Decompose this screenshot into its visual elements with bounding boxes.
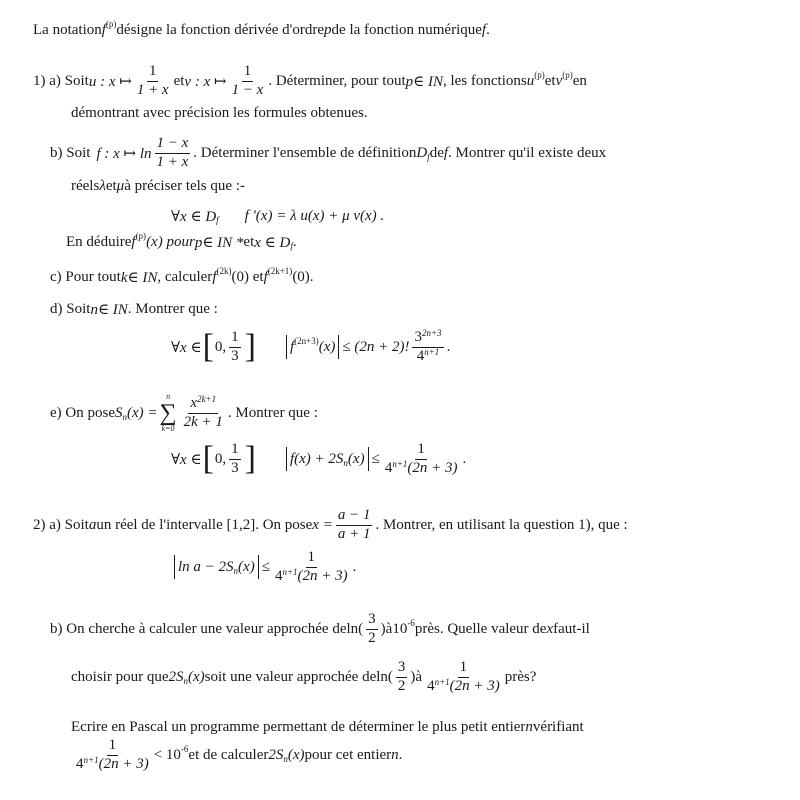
sum-lower: k=0 [161,424,175,433]
superscript: n+1 [434,677,450,688]
math-k-in: k∈ IN [120,270,158,286]
q1b-deduce [66,233,297,252]
text: (0). [292,269,314,285]
sum-symbol: n ∑ k=0 [159,392,177,433]
denominator: 3 [231,347,239,364]
text: en [572,72,587,89]
numerator: 3 [396,660,408,678]
superscript: -6 [407,617,415,628]
text: (0) et [231,269,264,285]
math-ln: ln( [376,668,393,685]
right-bracket: ] [244,440,256,478]
denominator: a + 1 [337,525,371,542]
superscript: (p) [534,69,545,80]
math-quantifier: ∀x ∈ [171,451,202,468]
abs-bar [258,555,259,579]
text: de [429,144,444,161]
fraction-third [229,442,241,477]
subscript: n [183,675,188,686]
math-lhs: f(x) + 2S [289,450,344,467]
text: vérifiant [532,719,584,735]
superscript: (2k+1) [267,266,293,276]
interval-start: 0, [214,450,227,467]
math-f: f [289,338,295,355]
math-x-eq: x = [312,516,333,533]
text: (x) pour [146,234,195,250]
denominator: 4 [384,459,393,476]
text: . [292,234,297,250]
question-label: b) Soit [50,144,91,161]
numerator: 1 [458,660,470,678]
abs-bar [174,555,175,579]
fraction-x [336,508,373,543]
abs-bar [338,335,339,359]
superscript: (2k) [216,266,232,276]
math-x: x [546,620,554,637]
subscript: n [283,753,288,764]
numerator: 1 [415,442,427,460]
fraction-bound [383,442,460,477]
question-label: 1) a) Soit [33,72,89,89]
numerator: x [190,394,198,411]
text: . Montrer que : [227,404,318,421]
subscript: f [216,215,219,225]
subscript: n [122,411,127,422]
math-a: a [88,516,97,533]
math-n-in: n∈ IN [90,302,128,318]
math-D: D [416,144,428,161]
right-bracket: ] [244,328,256,366]
text: à [415,668,423,685]
math-p-in: p∈ IN [405,73,443,90]
subscript: n [343,457,348,468]
denominator: 3 [231,459,239,476]
numerator: 1 [306,550,318,568]
subscript: f [290,241,293,251]
pascal-line1 [71,719,584,736]
math-S: S [114,404,123,421]
text: . Montrer que : [127,301,218,317]
question-label: e) On pose [50,404,115,421]
abs-bar [286,447,287,471]
text: . Déterminer l'ensemble de définition [193,144,417,161]
math-S: 2S [268,746,284,763]
text: à [385,620,393,637]
fraction-bound [425,660,502,695]
q1e-formula [171,442,466,477]
math-f: f [101,22,106,38]
math-n: n [525,719,533,735]
text: choisir pour que [71,668,169,685]
text: Ecrire en Pascal un programme permettant de déterminer le plus petit entier [71,719,526,735]
text: et [544,72,556,89]
q2a-formula [171,550,356,585]
numerator: 1 [107,738,119,756]
left-bracket: [ [202,440,214,478]
superscript: n+1 [282,567,298,578]
math-arg: (x) [318,338,336,355]
math-S: 2S [168,668,184,685]
text: , calculer [157,269,213,285]
intro-line [33,19,490,39]
q1a-line2 [71,105,368,122]
denominator-factor: (2n + 3) [407,459,458,476]
question-label: d) Soit [50,301,91,317]
q1b-line1 [50,136,606,171]
fraction-three-halves [366,612,378,647]
numerator: a − 1 [336,508,373,526]
math-quantifier: ∀x ∈ D [171,209,217,225]
numerator: 3 [414,329,422,345]
q1b-line2 [71,178,245,195]
denominator: 1 + x [136,81,169,98]
question-label: 2) a) Soit [33,516,89,533]
question-label: c) Pour tout [50,269,121,285]
q1e-line [50,393,318,433]
math-v-def: v : x ↦ [184,73,227,90]
text: La notation [33,22,102,38]
text: un réel de l'intervalle [1,2]. On pose [96,516,313,533]
math-lt: < 10 [153,746,181,763]
text: réels [71,178,100,194]
denominator: 2 [397,677,406,694]
math-arg: (x) [287,746,305,763]
math-f: f [481,22,487,38]
text: démontrant avec précision les formules obtenues. [71,105,368,121]
denominator-factor: (2n + 3) [297,567,348,584]
q2a-line [33,508,628,543]
fraction-term [182,396,225,431]
abs-bar [286,335,287,359]
math-paren: ) [410,668,416,685]
superscript: 2n+3 [421,328,442,339]
text: et [173,72,185,89]
subscript: f [427,151,430,162]
math-formula: f '(x) = λ u(x) + μ v(x) . [244,208,385,224]
fraction-v [230,64,266,99]
denominator: 4 [76,755,84,772]
superscript: (2n+3) [294,335,319,346]
text: et [243,234,255,250]
math-arg: (x) [347,450,365,467]
text: soit une valeur approchée de [204,668,377,685]
math-p: p [324,22,332,38]
text: . Montrer, en utilisant la question 1), que : [375,516,628,533]
text: . [462,450,467,467]
math-p-in: p∈ IN * [194,235,244,251]
subscript: n [233,565,239,576]
math-f: f [263,269,268,285]
math-mu: μ [116,178,125,194]
numerator: 1 [147,64,159,82]
math-ln: ln( [346,620,364,637]
sum-upper: n [166,392,171,401]
math-le: ≤ (2n + 2)! [342,338,410,355]
fraction-bound [412,330,443,365]
fraction-bound [74,738,151,773]
fraction-third [229,330,241,365]
text: . Déterminer, pour tout [268,72,406,89]
text: . [446,338,451,355]
math-lambda: λ [99,178,106,194]
fraction-u [135,64,171,99]
text: et de calculer [188,746,269,763]
superscript: (p) [105,19,117,29]
question-label: b) On cherche à calculer une valeur approchée de [50,620,347,637]
denominator-factor: (2n + 3) [98,755,149,772]
q1b-formula [171,207,384,226]
math-n: n [391,746,399,763]
q1d-formula [171,330,450,365]
numerator: 1 [242,64,254,82]
math-u-def: u : x ↦ [88,73,132,90]
fraction-three-halves [396,660,408,695]
math-arg: (x) = [126,404,158,421]
math-f: f [212,269,217,285]
superscript: (p) [562,69,573,80]
superscript: (p) [135,231,147,241]
text: . [486,22,490,38]
text: . [352,558,357,575]
math-u: u [526,72,535,89]
math-paren: ) [380,620,386,637]
numerator: 1 − x [155,136,191,154]
q2b-line2 [71,660,536,695]
text: à préciser tels que :- [124,178,245,194]
superscript: -6 [180,743,189,754]
math-lhs: ln a − 2S [178,558,234,575]
denominator: 1 − x [231,81,264,98]
q1d-line [50,300,218,319]
superscript: 2k+1 [197,394,217,405]
text: , les fonctions [442,72,527,89]
left-bracket: [ [202,328,214,366]
text: désigne la fonction dérivée d'ordre [116,22,325,38]
math-f-def: f : x ↦ ln [96,145,152,162]
text: faut-il [553,620,590,637]
denominator: 1 + x [156,153,189,170]
text: de la fonction numérique [331,22,482,38]
text: . Montrer qu'il existe deux [448,144,607,161]
math-quantifier: ∀x ∈ [171,339,202,356]
text: près? [504,668,537,685]
text: près. Quelle valeur de [414,620,547,637]
math-le: ≤ [371,450,380,467]
text: En déduire [66,234,132,250]
denominator: 4 [416,347,425,364]
superscript: n+1 [424,347,440,358]
denominator-factor: (2n + 3) [449,677,500,694]
math-ten: 10 [392,620,408,637]
math-f: f [131,234,136,250]
math-f: f [443,144,449,161]
q2b-line1 [50,612,590,647]
superscript: n+1 [83,755,99,766]
denominator: 4 [427,677,435,694]
fraction-bound [273,550,350,585]
math-le: ≤ [261,558,270,575]
denominator: 2k + 1 [183,413,223,430]
math-x-in: x ∈ D [254,235,291,251]
text: pour cet entier [304,746,392,763]
math-arg: (x) [238,558,255,575]
fraction-log [155,136,191,171]
text: . [398,746,403,763]
superscript: n+1 [392,459,408,470]
math-v: v [555,72,563,89]
denominator: 4 [274,567,283,584]
denominator: 2 [368,629,376,646]
numerator: 1 [229,330,241,348]
numerator: 3 [366,612,378,630]
interval-start: 0, [214,338,227,355]
pascal-line2 [71,738,402,773]
abs-bar [368,447,369,471]
q1a-line1 [33,64,587,99]
text: et [105,178,117,194]
q1c-line [50,268,314,287]
math-arg: (x) [187,668,205,685]
numerator: 1 [229,442,241,460]
